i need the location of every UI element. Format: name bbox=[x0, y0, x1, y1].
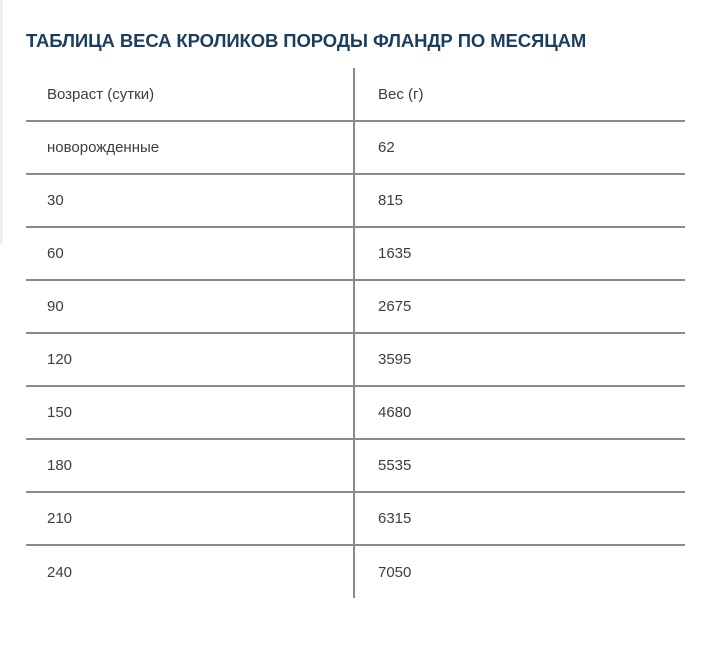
age-cell: 90 bbox=[26, 280, 354, 333]
weight-cell: 815 bbox=[354, 174, 685, 227]
weight-cell: 62 bbox=[354, 121, 685, 174]
table-row bbox=[26, 333, 685, 386]
weight-cell: 5535 bbox=[354, 439, 685, 492]
table-row bbox=[26, 439, 685, 492]
table-row bbox=[26, 227, 685, 280]
table-header-row bbox=[26, 68, 685, 121]
page-title: ТАБЛИЦА ВЕСА КРОЛИКОВ ПОРОДЫ ФЛАНДР ПО МЕСЯЦАМ bbox=[26, 30, 587, 51]
weight-cell: 1635 bbox=[354, 227, 685, 280]
table-row bbox=[26, 280, 685, 333]
left-edge-strip bbox=[0, 0, 3, 244]
weight-table bbox=[26, 68, 685, 598]
table-row bbox=[26, 545, 685, 598]
weight-cell: 4680 bbox=[354, 386, 685, 439]
table-row bbox=[26, 174, 685, 227]
table-row bbox=[26, 121, 685, 174]
age-cell: 210 bbox=[26, 492, 354, 545]
header-cell-weight: Вес (г) bbox=[354, 68, 685, 121]
age-cell: 120 bbox=[26, 333, 354, 386]
table-row bbox=[26, 492, 685, 545]
age-cell: 240 bbox=[26, 545, 354, 598]
age-cell: 30 bbox=[26, 174, 354, 227]
table-row bbox=[26, 386, 685, 439]
weight-cell: 7050 bbox=[378, 563, 412, 581]
age-cell: 150 bbox=[26, 386, 354, 439]
weight-cell: 6315 bbox=[354, 492, 685, 545]
age-cell: новорожденные bbox=[26, 121, 354, 174]
age-cell: 180 bbox=[26, 439, 354, 492]
age-cell: 60 bbox=[26, 227, 354, 280]
header-cell-age: Возраст (сутки) bbox=[26, 68, 354, 121]
weight-cell: 3595 bbox=[354, 333, 685, 386]
weight-cell: 2675 bbox=[354, 280, 685, 333]
